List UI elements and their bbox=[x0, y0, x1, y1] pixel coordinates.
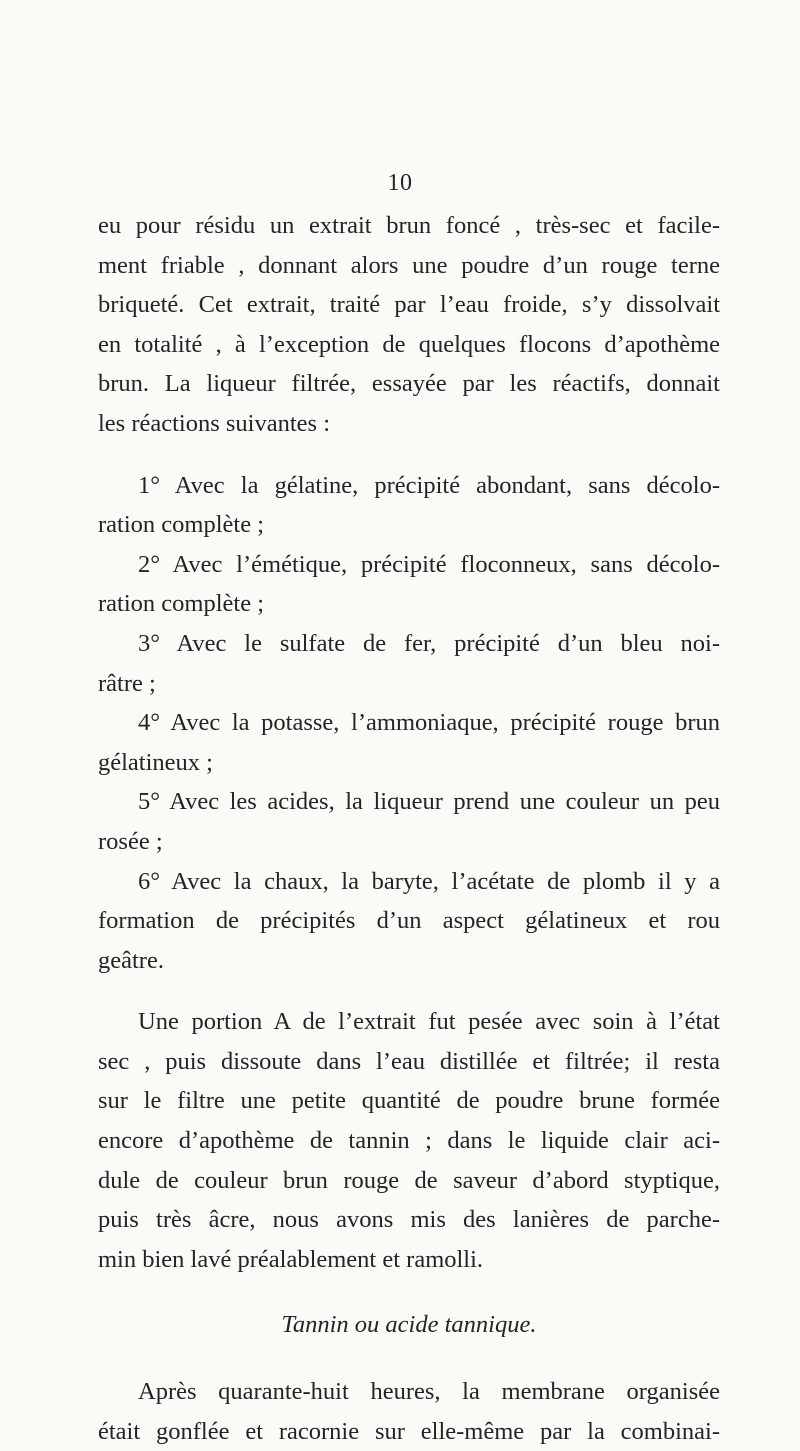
text-line: 3° Avec le sulfate de fer, précipité d’un bleu noi- bbox=[138, 629, 720, 657]
text-line: min bien lavé préalablement et ramolli. bbox=[98, 1245, 484, 1273]
text-line: ration complète ; bbox=[98, 590, 264, 618]
body-text bbox=[98, 206, 720, 1451]
section-heading: Tannin ou acide tannique. bbox=[281, 1311, 537, 1339]
text-line: briqueté. Cet extrait, traité par l’eau froide, s’y dissolvait bbox=[98, 291, 720, 319]
text-line: 1° Avec la gélatine, précipité abondant, sans décolo- bbox=[138, 471, 720, 499]
reaction-item bbox=[98, 703, 720, 782]
text-line: 6° Avec la chaux, la baryte, l’acétate de plomb il y a bbox=[138, 867, 720, 895]
text-line: Une portion A de l’extrait fut pesée avec soin à l’état bbox=[138, 1008, 720, 1036]
text-line: encore d’apothème de tannin ; dans le liquide clair aci- bbox=[98, 1127, 720, 1155]
reaction-item bbox=[98, 782, 720, 861]
reaction-item bbox=[98, 466, 720, 545]
text-line: 4° Avec la potasse, l’ammoniaque, précipité rouge brun bbox=[138, 709, 720, 737]
reaction-item bbox=[98, 545, 720, 624]
paragraph-1 bbox=[98, 206, 720, 444]
text-line: Après quarante-huit heures, la membrane organisée bbox=[138, 1378, 720, 1406]
text-line: les réactions suivantes : bbox=[98, 409, 331, 437]
text-line: gélatineux ; bbox=[98, 748, 213, 776]
text-line: eu pour résidu un extrait brun foncé , très-sec et facile- bbox=[98, 212, 720, 239]
reaction-item bbox=[98, 862, 720, 981]
text-line: ment friable , donnant alors une poudre d’un rouge terne bbox=[98, 251, 720, 279]
paragraph-3 bbox=[98, 1372, 720, 1451]
text-line: rosée ; bbox=[98, 827, 163, 855]
text-line: formation de précipités d’un aspect gélatineux et rou bbox=[98, 907, 720, 935]
text-line: brun. La liqueur filtrée, essayée par les réactifs, donnait bbox=[98, 370, 720, 398]
text-line: dule de couleur brun rouge de saveur d’abord styptique, bbox=[98, 1166, 720, 1194]
text-line: ration complète ; bbox=[98, 511, 264, 539]
text-line: geâtre. bbox=[98, 946, 164, 974]
reactions-list bbox=[98, 466, 720, 981]
text-line: sur le filtre une petite quantité de poudre brune formée bbox=[98, 1087, 720, 1115]
text-line: était gonflée et racornie sur elle-même par la combinai- bbox=[98, 1417, 720, 1445]
reaction-item bbox=[98, 624, 720, 703]
paragraph-2 bbox=[98, 1002, 720, 1279]
page-number: 10 bbox=[387, 170, 413, 196]
text-line: puis très âcre, nous avons mis des lanières de parche- bbox=[98, 1206, 720, 1234]
text-line: en totalité , à l’exception de quelques flocons d’apothème bbox=[98, 330, 720, 358]
text-line: 5° Avec les acides, la liqueur prend une couleur un peu bbox=[138, 788, 720, 816]
text-line: sec , puis dissoute dans l’eau distillée et filtrée; il resta bbox=[98, 1047, 720, 1075]
text-line: râtre ; bbox=[98, 669, 156, 697]
text-line: 2° Avec l’émétique, précipité floconneux, sans décolo- bbox=[138, 550, 720, 578]
